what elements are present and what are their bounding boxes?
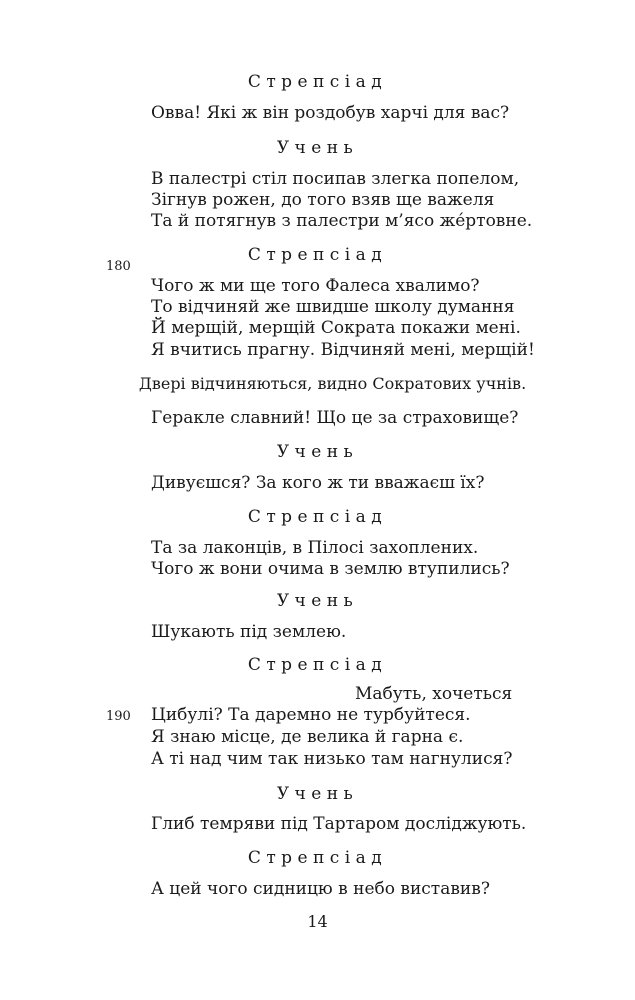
- speaker-name: Учень: [276, 442, 359, 462]
- verse-line: Геракле славний! Що це за страховище?: [151, 408, 519, 428]
- speaker-name: Стрепсіад: [247, 245, 388, 265]
- verse-line: Чого ж ми ще того Фалеса хвалимо?: [151, 276, 480, 296]
- verse-line: Та й потягнув з палестри м’ясо же́ртовне.: [151, 211, 533, 231]
- verse-line: Овва! Які ж він роздобув харчі для вас?: [151, 103, 510, 123]
- speaker-name: Стрепсіад: [247, 507, 388, 527]
- speaker-name: Учень: [276, 591, 359, 611]
- line-number: 190: [106, 709, 131, 724]
- verse-line: Чого ж вони очима в землю втупились?: [151, 559, 510, 579]
- verse-line: Й мерщій, мерщій Сократа покажи мені.: [151, 318, 521, 338]
- line-number: 180: [106, 259, 131, 274]
- stage-direction: Двері відчиняються, видно Сократових учнів.: [138, 374, 527, 393]
- verse-line: Цибулі? Та даремно не турбуйтеся.: [151, 705, 471, 725]
- verse-line: Я знаю місце, де велика й гарна є.: [151, 727, 464, 747]
- verse-line: А ті над чим так низько там нагнулися?: [151, 749, 513, 769]
- verse-line: Я вчитись прагну. Відчиняй мені, мерщій!: [151, 340, 535, 360]
- verse-line: Зігнув рожен, до того взяв ще важеля: [151, 190, 495, 210]
- verse-line: Дивуєшся? За кого ж ти вважаєш їх?: [151, 473, 485, 493]
- speaker-name: Стрепсіад: [247, 848, 388, 868]
- verse-line-continuation: Мабуть, хочеться: [355, 684, 513, 704]
- speaker-name: Учень: [276, 784, 359, 804]
- speaker-name: Учень: [276, 138, 359, 158]
- speaker-name: Стрепсіад: [247, 72, 388, 92]
- verse-line: Шукають під землею.: [151, 622, 347, 642]
- speaker-name: Стрепсіад: [247, 655, 388, 675]
- verse-line: В палестрі стіл посипав злегка попелом,: [151, 169, 520, 189]
- verse-line: А цей чого сидницю в небо виставив?: [151, 879, 490, 899]
- verse-line: То відчиняй же швидше школу думання: [151, 297, 515, 317]
- page-number: 14: [307, 912, 328, 931]
- verse-line: Глиб темряви під Тартаром досліджують.: [151, 814, 527, 834]
- verse-line: Та за лаконців, в Пілосі захоплених.: [151, 538, 479, 558]
